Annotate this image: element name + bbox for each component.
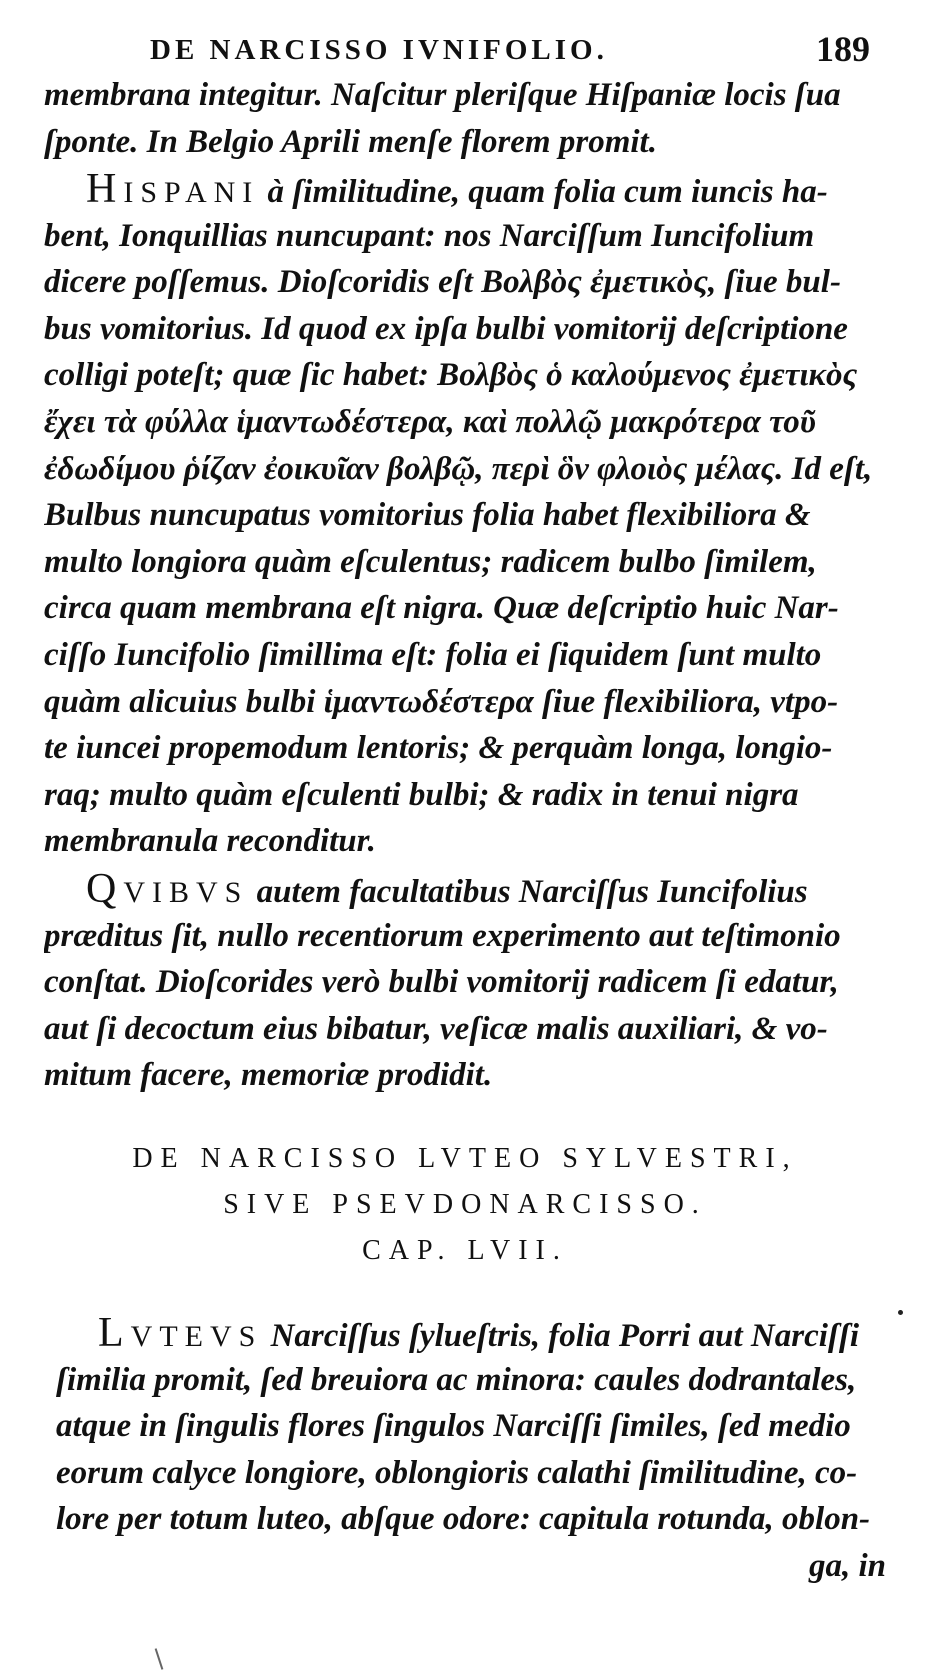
lead-word [86, 866, 249, 912]
text-line: lore per totum luteo, abſque odore: capitula rotunda, oblon- [56, 1501, 871, 1538]
paragraph-first-line [44, 166, 886, 213]
text-line: bent, Ionquillias nuncupant: nos Narciſſum Iuncifolium [44, 217, 815, 254]
drop-initial: Q [86, 866, 124, 912]
paragraph-quibus [44, 866, 886, 1099]
text-line: ἐδωδίμου ῥίζαν ἐοικυῖαν βολβῷ, περὶ ὃν φλοιὸς μέλας. Id eſt, [44, 450, 873, 487]
ink-speck [898, 1310, 903, 1315]
text-line: ἔχει τὰ φύλλα ἱμαντωδέστερα, καὶ πολλῷ μακρότερα τοῦ [44, 403, 816, 440]
text-line: mitum facere, memoriæ prodidit. [44, 1057, 493, 1094]
text-line: dicere poſſemus. Dioſcoridis eſt Βολβὸς ἐμετικὸς, ſiue bul- [44, 264, 841, 301]
lead-word-rest: VIBVS [123, 876, 249, 909]
text-line: raq; multo quàm eſculenti bulbi; & radix in tenui nigra [44, 776, 799, 813]
lead-word [98, 1310, 263, 1356]
lead-word [86, 166, 260, 212]
page-number: 189 [816, 29, 870, 69]
catchword: ga, in [808, 1547, 886, 1584]
text-line: circa quam membrana eſt nigra. Quæ deſcriptio huic Nar- [44, 590, 839, 627]
text-line: membrana integitur. Naſcitur pleriſque Hiſpaniæ locis ſua [44, 77, 841, 113]
drop-initial: H [86, 166, 124, 212]
paragraph-continuation [44, 72, 886, 165]
text-line: quàm alicuius bulbi ἱμαντωδέστερα ſiue flexibiliora, vtpo- [44, 683, 839, 720]
text-line: te iuncei propemodum lentoris; & perquàm longa, longio- [44, 730, 833, 767]
paragraph-luteus [56, 1310, 886, 1590]
text-line: conſtat. Dioſcorides verò bulbi vomitorij radicem ſi edatur, [44, 964, 839, 1001]
text-line: colligi poteſt; quæ ſic habet: Βολβὸς ὁ καλούμενος ἐμετικὸς [44, 357, 858, 394]
text-line: membranula reconditur. [44, 823, 376, 860]
chapter-heading [0, 1136, 930, 1274]
text-line: ciſſo Iuncifolio ſimillima eſt: folia ei ſiquidem ſunt multo [44, 636, 822, 673]
text-line: atque in ſingulis flores ſingulos Narciſſi ſimiles, ſed medio [56, 1408, 851, 1445]
lead-word-rest: VTEVS [130, 1320, 263, 1353]
drop-initial: L [98, 1310, 131, 1356]
text-line: eorum calyce longiore, oblongioris calathi ſimilitudine, co- [56, 1454, 858, 1491]
chapter-title-line: DE NARCISSO LVTEO SYLVESTRI, [132, 1143, 798, 1174]
text-line: ſimilia promit, ſed breuiora ac minora: caules dodrantales, [56, 1361, 857, 1398]
first-line-text: autem facultatibus Narciſſus Iuncifolius [248, 874, 808, 910]
chapter-number: CAP. LVII. [362, 1235, 568, 1266]
text-line: bus vomitorius. Id quod ex ipſa bulbi vomitorij deſcriptione [44, 310, 848, 347]
lead-word-rest: ISPANI [123, 176, 260, 209]
ink-speck [155, 1648, 164, 1670]
text-line: Bulbus nuncupatus vomitorius folia habet flexibiliora & [44, 497, 811, 534]
first-line-text: à ſimilitudine, quam folia cum iuncis ha- [259, 174, 828, 210]
paragraph-first-line [56, 1310, 886, 1357]
running-head-title: DE NARCISSO IVNIFOLIO. [150, 34, 608, 66]
paragraph-hispani [44, 166, 886, 865]
first-line-text: Narciſſus ſylueſtris, folia Porri aut Narciſſi [262, 1318, 860, 1354]
running-head [150, 28, 870, 72]
text-line: aut ſi decoctum eius bibatur, veſicæ malis auxiliari, & vo- [44, 1010, 828, 1047]
chapter-subtitle-line: SIVE PSEVDONARCISSO. [223, 1189, 707, 1220]
paragraph-first-line [44, 866, 886, 913]
text-line: multo longiora quàm eſculentus; radicem bulbo ſimilem, [44, 543, 817, 580]
text-line: ſponte. In Belgio Aprili menſe florem promit. [44, 123, 657, 160]
text-line: præditus ſit, nullo recentiorum experimento aut teſtimonio [44, 917, 841, 954]
